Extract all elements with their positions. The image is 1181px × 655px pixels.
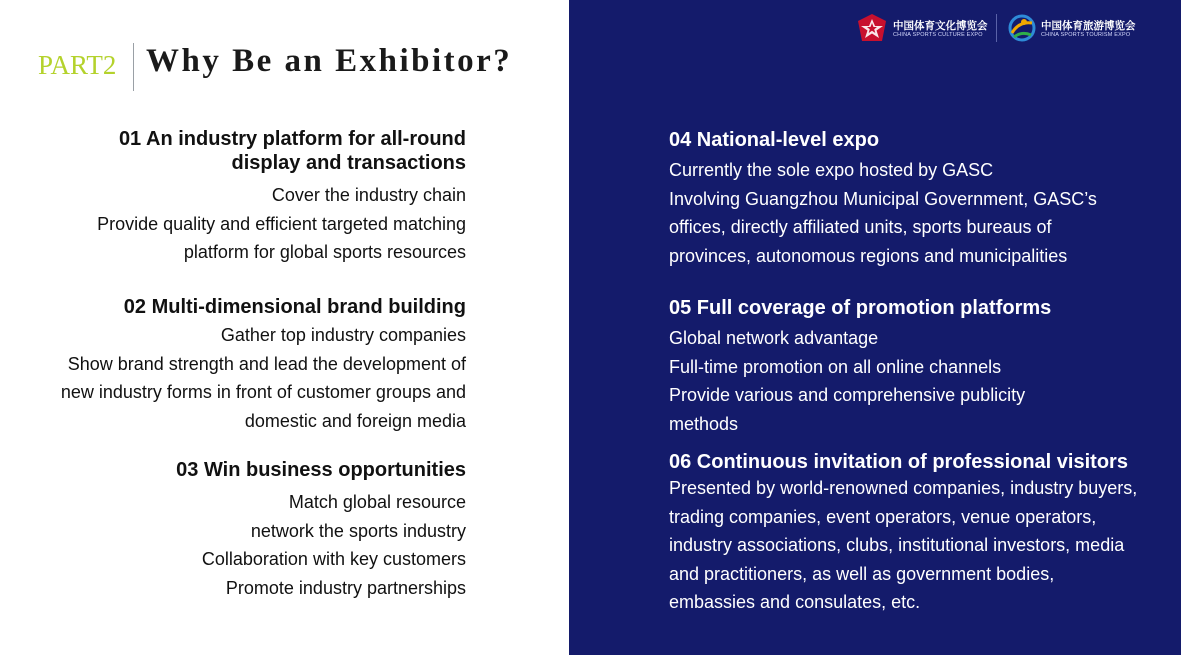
section-title: [61, 295, 466, 319]
section-line: Provide various and comprehensive publicity: [669, 385, 1026, 406]
section-line: domestic and foreign media: [244, 410, 466, 431]
page-title: Why Be an Exhibitor?: [146, 43, 513, 79]
section-line: Cover the industry chain: [271, 185, 466, 205]
section-line: platform for global sports resources: [183, 242, 466, 263]
section-line: Collaboration with key customers: [201, 549, 466, 570]
section-line: offices, directly affiliated units, sports bureaus of: [669, 217, 1052, 238]
section-body: [669, 156, 1097, 270]
tourism-expo-logo-icon: [1007, 13, 1037, 43]
section-title: [176, 458, 466, 482]
title-divider: [133, 43, 134, 91]
section-02: [61, 295, 466, 435]
section-title-line: 04 National-level expo: [669, 129, 880, 151]
section-body: [176, 488, 466, 602]
culture-expo-name-en: CHINA SPORTS CULTURE EXPO: [893, 32, 983, 38]
section-line: Show brand strength and lead the development of: [67, 353, 466, 374]
section-title-line: 02 Multi-dimensional brand building: [123, 296, 466, 318]
section-05: [669, 296, 1051, 438]
section-line: new industry forms in front of customer groups and: [60, 382, 466, 403]
section-line: Full-time promotion on all online channels: [669, 356, 1002, 377]
section-04: [669, 128, 1097, 270]
tourism-expo-logo: [1007, 12, 1147, 44]
section-01: [97, 127, 466, 267]
section-line: provinces, autonomous regions and municipalities: [669, 245, 1068, 266]
section-line: industry associations, clubs, institutional investors, media: [669, 535, 1125, 556]
section-title: [669, 296, 1051, 320]
section-03: [176, 458, 466, 602]
part-label: PART2: [38, 50, 117, 80]
section-title: [669, 128, 1097, 152]
expo-logos: [857, 12, 1147, 44]
section-06: [669, 450, 1137, 617]
section-line: Involving Guangzhou Municipal Government, GASC’s: [669, 188, 1097, 209]
section-body: [669, 324, 1051, 438]
section-body: [669, 474, 1137, 617]
section-title-line: 05 Full coverage of promotion platforms: [669, 297, 1052, 319]
section-line: Provide quality and efficient targeted matching: [97, 213, 466, 234]
section-line: Global network advantage: [669, 328, 879, 348]
section-title-line: display and transactions: [231, 152, 466, 174]
tourism-expo-name-en: CHINA SPORTS TOURISM EXPO: [1041, 32, 1131, 38]
section-body: [61, 321, 466, 435]
section-line: Currently the sole expo hosted by GASC: [669, 160, 994, 180]
culture-expo-logo: [857, 12, 992, 44]
section-line: methods: [669, 413, 739, 434]
section-line: Gather top industry companies: [220, 325, 466, 345]
section-line: Match global resource: [288, 492, 466, 512]
section-line: embassies and consulates, etc.: [669, 592, 921, 613]
section-title-line: 03 Win business opportunities: [176, 459, 466, 481]
culture-expo-logo-icon: [857, 13, 887, 43]
section-line: Promote industry partnerships: [225, 577, 466, 598]
section-line: network the sports industry: [250, 520, 466, 541]
section-body: [97, 181, 466, 267]
section-title: [669, 450, 1137, 474]
section-line: trading companies, event operators, venue operators,: [669, 506, 1097, 527]
section-line: Presented by world-renowned companies, industry buyers,: [669, 478, 1138, 498]
section-line: and practitioners, as well as government bodies,: [669, 563, 1055, 584]
section-title-line: 06 Continuous invitation of professional visitors: [669, 451, 1128, 473]
section-title-line: 01 An industry platform for all-round: [118, 128, 466, 150]
logo-divider: [996, 14, 997, 42]
tourism-expo-name-cn: 中国体育旅游博览会: [1041, 20, 1136, 32]
culture-expo-name-cn: 中国体育文化博览会: [893, 20, 988, 32]
section-title: [97, 127, 466, 175]
